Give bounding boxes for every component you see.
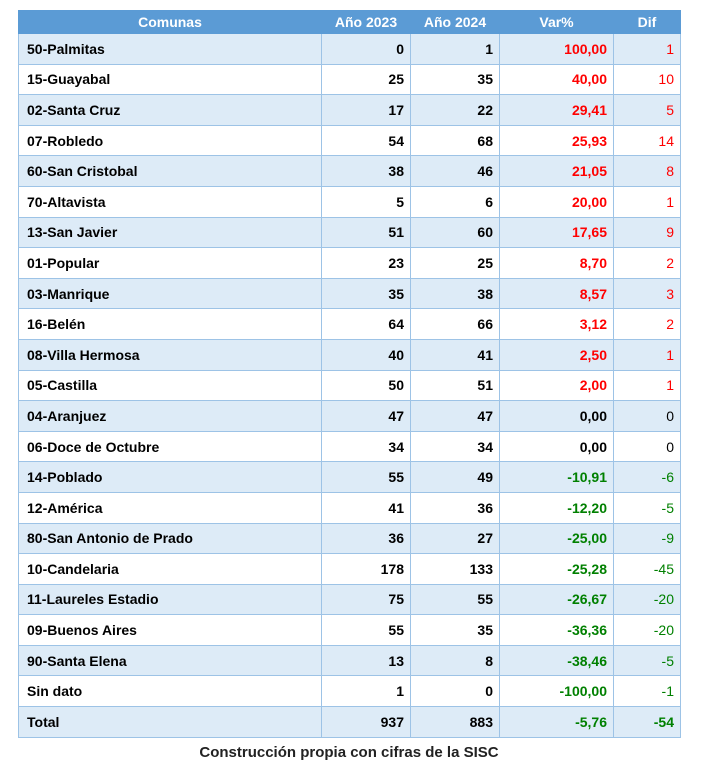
- year-2024-cell: 25: [411, 248, 500, 279]
- comuna-cell: 03-Manrique: [19, 278, 322, 309]
- dif-cell: -45: [614, 554, 681, 585]
- dif-cell: 1: [614, 186, 681, 217]
- var-percent-cell: -25,00: [500, 523, 614, 554]
- year-2023-cell: 55: [322, 462, 411, 493]
- year-2024-cell: 34: [411, 431, 500, 462]
- dif-cell: 1: [614, 34, 681, 65]
- year-2023-cell: 13: [322, 645, 411, 676]
- table-row: [19, 676, 681, 707]
- comuna-cell: 14-Poblado: [19, 462, 322, 493]
- comuna-cell: 07-Robledo: [19, 125, 322, 156]
- comuna-cell: 15-Guayabal: [19, 64, 322, 95]
- year-2024-cell: 27: [411, 523, 500, 554]
- var-percent-cell: 100,00: [500, 34, 614, 65]
- table-row: [19, 95, 681, 126]
- year-2023-cell: 937: [322, 707, 411, 738]
- table-row: [19, 462, 681, 493]
- table-row: [19, 523, 681, 554]
- dif-cell: -20: [614, 615, 681, 646]
- comuna-cell: 08-Villa Hermosa: [19, 339, 322, 370]
- var-percent-cell: 29,41: [500, 95, 614, 126]
- comuna-cell: 80-San Antonio de Prado: [19, 523, 322, 554]
- comuna-cell: 11-Laureles Estadio: [19, 584, 322, 615]
- comuna-cell: 13-San Javier: [19, 217, 322, 248]
- year-2024-cell: 133: [411, 554, 500, 585]
- year-2024-cell: 60: [411, 217, 500, 248]
- table-row: [19, 64, 681, 95]
- comunas-table: [18, 10, 681, 738]
- year-2024-cell: 46: [411, 156, 500, 187]
- year-2023-cell: 41: [322, 492, 411, 523]
- dif-cell: -20: [614, 584, 681, 615]
- year-2024-cell: 22: [411, 95, 500, 126]
- year-2023-cell: 40: [322, 339, 411, 370]
- dif-cell: 2: [614, 309, 681, 340]
- year-2023-cell: 5: [322, 186, 411, 217]
- table-row: [19, 309, 681, 340]
- var-percent-cell: -36,36: [500, 615, 614, 646]
- year-2024-cell: 38: [411, 278, 500, 309]
- dif-cell: -9: [614, 523, 681, 554]
- year-2024-cell: 0: [411, 676, 500, 707]
- var-percent-cell: -12,20: [500, 492, 614, 523]
- var-percent-cell: 8,70: [500, 248, 614, 279]
- var-percent-cell: 40,00: [500, 64, 614, 95]
- year-2023-cell: 35: [322, 278, 411, 309]
- year-2024-cell: 47: [411, 401, 500, 432]
- year-2023-cell: 47: [322, 401, 411, 432]
- table-row: [19, 248, 681, 279]
- table-row: [19, 34, 681, 65]
- year-2023-cell: 23: [322, 248, 411, 279]
- header-dif: Dif: [614, 11, 681, 34]
- year-2023-cell: 1: [322, 676, 411, 707]
- dif-cell: 5: [614, 95, 681, 126]
- dif-cell: 1: [614, 339, 681, 370]
- year-2023-cell: 54: [322, 125, 411, 156]
- comuna-cell: 90-Santa Elena: [19, 645, 322, 676]
- comuna-cell: 70-Altavista: [19, 186, 322, 217]
- var-percent-cell: 21,05: [500, 156, 614, 187]
- table-row: [19, 278, 681, 309]
- comunas-table-container: [18, 10, 680, 738]
- source-caption: Construcción propia con cifras de la SISC: [199, 744, 499, 761]
- year-2023-cell: 0: [322, 34, 411, 65]
- table-row: [19, 125, 681, 156]
- comuna-cell: 60-San Cristobal: [19, 156, 322, 187]
- table-row: [19, 370, 681, 401]
- dif-cell: 0: [614, 401, 681, 432]
- table-row: [19, 554, 681, 585]
- year-2023-cell: 178: [322, 554, 411, 585]
- var-percent-cell: 20,00: [500, 186, 614, 217]
- var-percent-cell: -100,00: [500, 676, 614, 707]
- var-percent-cell: -26,67: [500, 584, 614, 615]
- dif-cell: 0: [614, 431, 681, 462]
- dif-cell: -6: [614, 462, 681, 493]
- comuna-cell: 10-Candelaria: [19, 554, 322, 585]
- var-percent-cell: 2,50: [500, 339, 614, 370]
- year-2023-cell: 17: [322, 95, 411, 126]
- header-comunas: Comunas: [19, 11, 322, 34]
- comuna-cell: 05-Castilla: [19, 370, 322, 401]
- dif-cell: 9: [614, 217, 681, 248]
- year-2024-cell: 68: [411, 125, 500, 156]
- year-2024-cell: 41: [411, 339, 500, 370]
- dif-cell: 3: [614, 278, 681, 309]
- total-row: [19, 707, 681, 738]
- header-row: [19, 11, 681, 34]
- var-percent-cell: 0,00: [500, 401, 614, 432]
- comuna-cell: Sin dato: [19, 676, 322, 707]
- table-row: [19, 217, 681, 248]
- year-2024-cell: 35: [411, 615, 500, 646]
- dif-cell: 1: [614, 370, 681, 401]
- year-2023-cell: 51: [322, 217, 411, 248]
- table-body: [19, 34, 681, 738]
- var-percent-cell: -10,91: [500, 462, 614, 493]
- comuna-cell: Total: [19, 707, 322, 738]
- year-2024-cell: 51: [411, 370, 500, 401]
- var-percent-cell: -38,46: [500, 645, 614, 676]
- var-percent-cell: 8,57: [500, 278, 614, 309]
- table-row: [19, 492, 681, 523]
- comuna-cell: 04-Aranjuez: [19, 401, 322, 432]
- year-2023-cell: 50: [322, 370, 411, 401]
- table-row: [19, 615, 681, 646]
- table-row: [19, 645, 681, 676]
- table-row: [19, 186, 681, 217]
- year-2024-cell: 55: [411, 584, 500, 615]
- comuna-cell: 09-Buenos Aires: [19, 615, 322, 646]
- year-2024-cell: 8: [411, 645, 500, 676]
- table-row: [19, 156, 681, 187]
- year-2024-cell: 6: [411, 186, 500, 217]
- var-percent-cell: 2,00: [500, 370, 614, 401]
- year-2023-cell: 55: [322, 615, 411, 646]
- dif-cell: -5: [614, 492, 681, 523]
- header-year-2024: Año 2024: [411, 11, 500, 34]
- year-2023-cell: 36: [322, 523, 411, 554]
- dif-cell: -1: [614, 676, 681, 707]
- dif-cell: -5: [614, 645, 681, 676]
- comuna-cell: 12-América: [19, 492, 322, 523]
- var-percent-cell: -25,28: [500, 554, 614, 585]
- year-2023-cell: 75: [322, 584, 411, 615]
- year-2023-cell: 25: [322, 64, 411, 95]
- dif-cell: -54: [614, 707, 681, 738]
- table-row: [19, 584, 681, 615]
- table-row: [19, 339, 681, 370]
- year-2024-cell: 66: [411, 309, 500, 340]
- year-2023-cell: 38: [322, 156, 411, 187]
- year-2024-cell: 35: [411, 64, 500, 95]
- table-row: [19, 431, 681, 462]
- var-percent-cell: 17,65: [500, 217, 614, 248]
- var-percent-cell: 3,12: [500, 309, 614, 340]
- year-2024-cell: 1: [411, 34, 500, 65]
- comuna-cell: 50-Palmitas: [19, 34, 322, 65]
- year-2024-cell: 49: [411, 462, 500, 493]
- header-year-2023: Año 2023: [322, 11, 411, 34]
- dif-cell: 10: [614, 64, 681, 95]
- year-2023-cell: 64: [322, 309, 411, 340]
- dif-cell: 14: [614, 125, 681, 156]
- comuna-cell: 16-Belén: [19, 309, 322, 340]
- table-row: [19, 401, 681, 432]
- year-2023-cell: 34: [322, 431, 411, 462]
- dif-cell: 2: [614, 248, 681, 279]
- dif-cell: 8: [614, 156, 681, 187]
- comuna-cell: 02-Santa Cruz: [19, 95, 322, 126]
- comuna-cell: 01-Popular: [19, 248, 322, 279]
- var-percent-cell: 0,00: [500, 431, 614, 462]
- year-2024-cell: 36: [411, 492, 500, 523]
- year-2024-cell: 883: [411, 707, 500, 738]
- var-percent-cell: -5,76: [500, 707, 614, 738]
- var-percent-cell: 25,93: [500, 125, 614, 156]
- comuna-cell: 06-Doce de Octubre: [19, 431, 322, 462]
- header-var-percent: Var%: [500, 11, 614, 34]
